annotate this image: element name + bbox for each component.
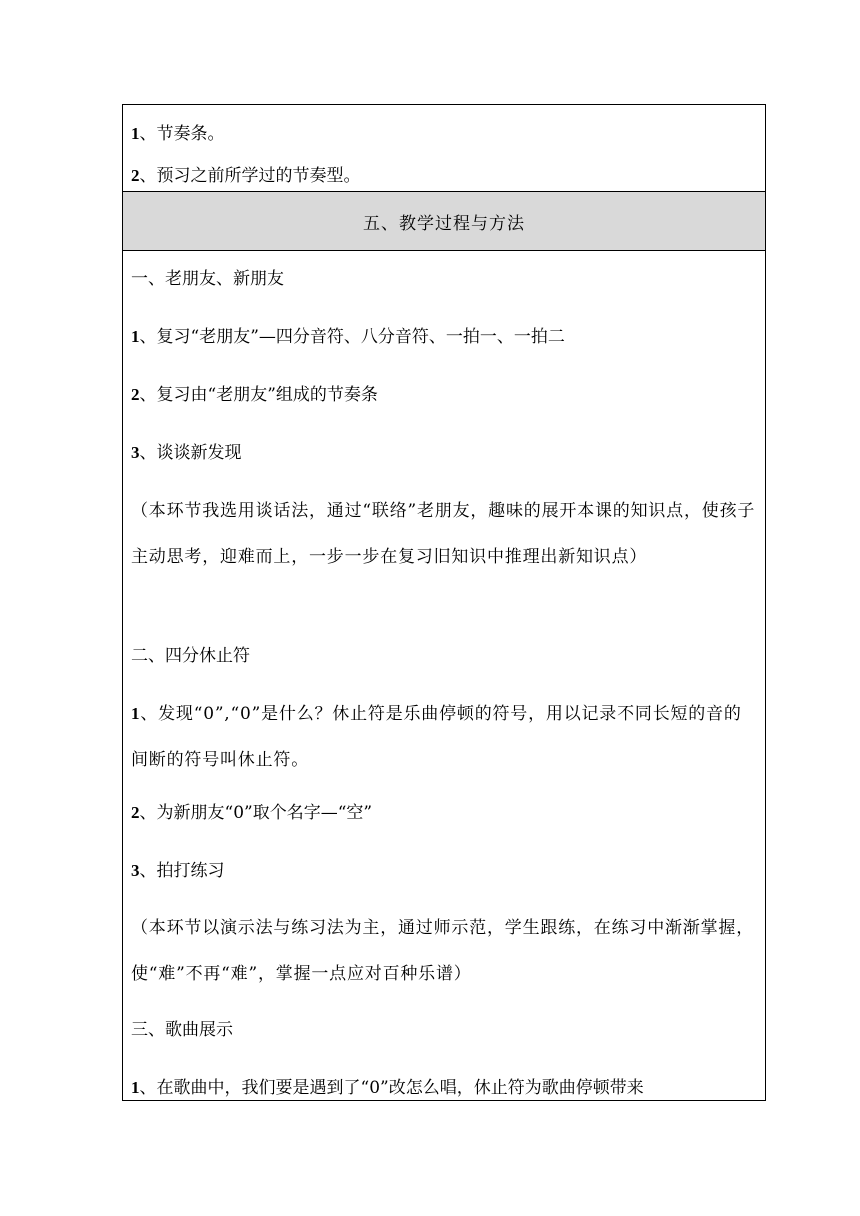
part1-title: 一、老朋友、新朋友 [131,269,284,289]
part3-title: 三、歌曲展示 [131,1020,233,1040]
part2-item-1: 1、发现“0”,“0”是什么？休止符是乐曲停顿的符号，用以记录不同长短的音的间断的符号叫休止符。 [131,704,742,770]
part2-title: 二、四分休止符 [131,646,250,666]
part1-note: （本环节我选用谈话法，通过“联络”老朋友，趣味的展开本课的知识点，使孩子主动思考，迎难而上，一步一步在复习旧知识中推理出新知识点） [131,501,756,567]
section-heading: 五、教学过程与方法 [123,192,765,251]
part2-item-3: 3、拍打练习 [131,861,225,881]
part3-item-1: 1、在歌曲中，我们要是遇到了“0”改怎么唱，休止符为歌曲停顿带来 [131,1078,644,1098]
part1-item-1: 1、复习“老朋友”—四分音符、八分音符、一拍一、一拍二 [131,327,565,347]
part1-item-3: 3、谈谈新发现 [131,443,242,463]
part2-note: （本环节以演示法与练习法为主，通过师示范，学生跟练，在练习中渐渐掌握，使“难”不再“难”，掌握一点应对百种乐谱） [131,918,754,984]
materials-item-2: 2、预习之前所学过的节奏型。 [131,166,361,186]
materials-item-1: 1、节奏条。 [131,124,225,144]
part1-item-2: 2、复习由“老朋友”组成的节奏条 [131,385,378,405]
lesson-table [122,104,766,1101]
materials-section [123,105,765,192]
part2-item-2: 2、为新朋友“0”取个名字—“空” [131,803,373,823]
